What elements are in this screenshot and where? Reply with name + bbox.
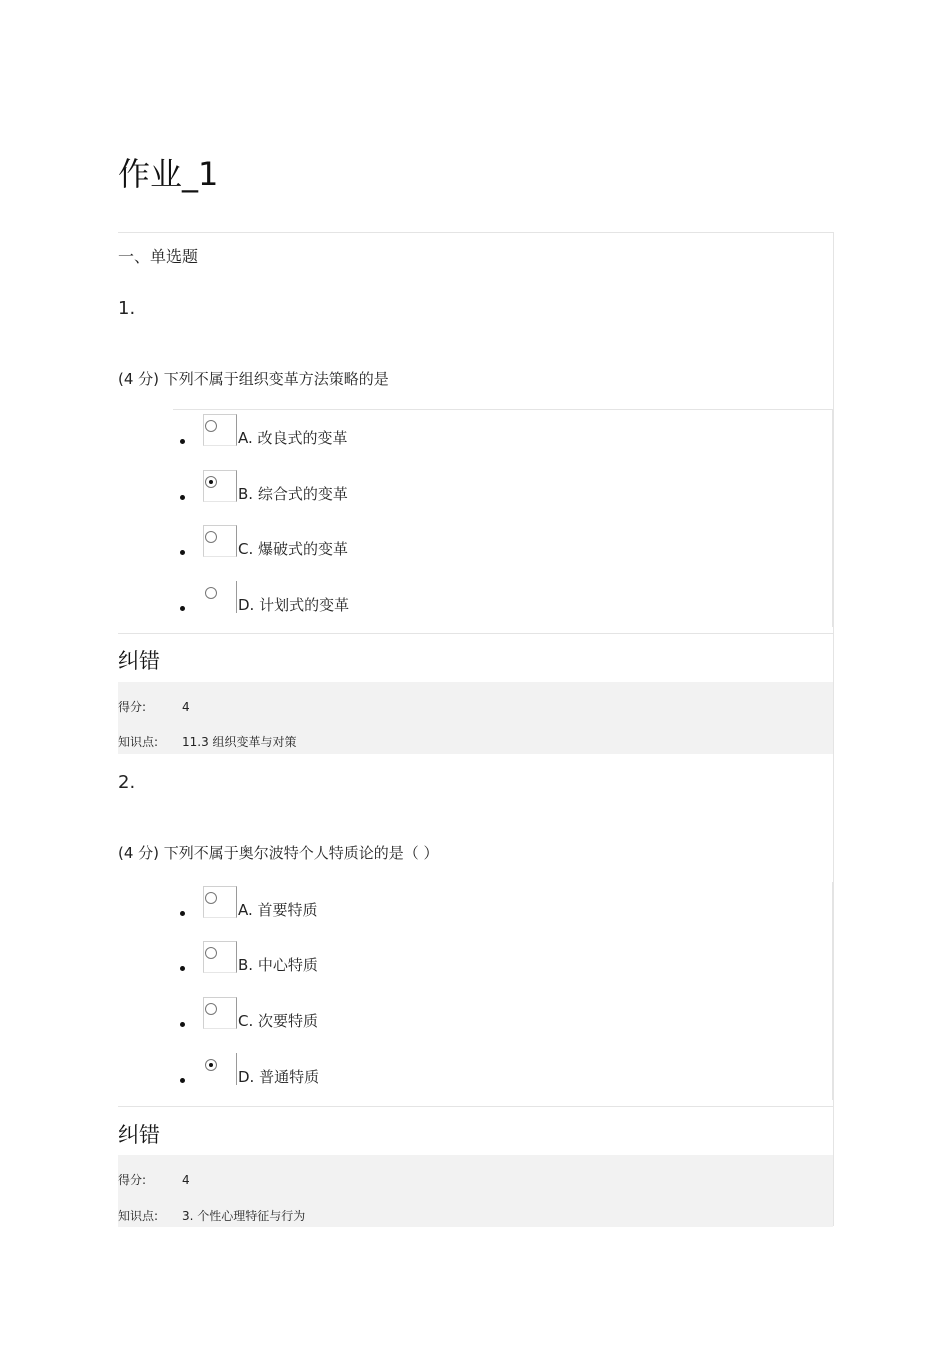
- option-item[interactable]: [173, 414, 813, 454]
- question-number: 2.: [118, 772, 136, 793]
- score-row: [118, 699, 190, 715]
- radio-button-icon[interactable]: [205, 1003, 217, 1015]
- knowledge-row: [118, 1208, 305, 1224]
- radio-button-icon[interactable]: [205, 587, 217, 599]
- score-label: 得分:: [118, 1173, 147, 1187]
- option-label: B. 综合式的变革: [238, 485, 348, 503]
- option-item[interactable]: [173, 470, 813, 510]
- radio-button-icon[interactable]: [205, 947, 217, 959]
- option-item[interactable]: [173, 1053, 813, 1093]
- score-value: 4: [182, 700, 190, 714]
- bullet-icon: [180, 966, 185, 971]
- question-text: (4 分) 下列不属于组织变革方法策略的是: [118, 370, 389, 388]
- frame-right-border: [833, 232, 834, 1226]
- section-heading: 一、单选题: [118, 247, 199, 266]
- score-row: [118, 1172, 190, 1188]
- option-item[interactable]: [173, 886, 813, 926]
- question-number: 1.: [118, 298, 136, 319]
- radio-button-icon[interactable]: [205, 531, 217, 543]
- option-item[interactable]: [173, 581, 813, 621]
- options-group: [173, 409, 833, 627]
- radio-button-checked-icon[interactable]: [205, 1059, 217, 1071]
- result-panel: [118, 1155, 833, 1227]
- bullet-icon: [180, 1078, 185, 1083]
- radio-button-icon[interactable]: [205, 420, 217, 432]
- page-title: 作业_1: [118, 155, 219, 193]
- option-item[interactable]: [173, 941, 813, 981]
- option-label: C. 次要特质: [238, 1012, 319, 1030]
- bullet-icon: [180, 1022, 185, 1027]
- option-label: A. 改良式的变革: [238, 429, 348, 447]
- knowledge-label: 知识点:: [118, 1209, 159, 1223]
- option-item[interactable]: [173, 525, 813, 565]
- radio-button-checked-icon[interactable]: [205, 476, 217, 488]
- correction-link[interactable]: 纠错: [118, 1123, 160, 1147]
- score-value: 4: [182, 1173, 190, 1187]
- knowledge-label: 知识点:: [118, 735, 159, 749]
- correction-link[interactable]: 纠错: [118, 649, 160, 673]
- knowledge-row: [118, 734, 297, 750]
- bullet-icon: [180, 439, 185, 444]
- option-label: C. 爆破式的变革: [238, 540, 349, 558]
- option-item[interactable]: [173, 997, 813, 1037]
- knowledge-value: 3. 个性心理特征与行为: [182, 1209, 306, 1223]
- bullet-icon: [180, 606, 185, 611]
- bullet-icon: [180, 911, 185, 916]
- knowledge-value: 11.3 组织变革与对策: [182, 735, 297, 749]
- result-panel: [118, 682, 833, 754]
- divider: [118, 1106, 834, 1107]
- option-label: D. 计划式的变革: [238, 596, 350, 614]
- radio-button-icon[interactable]: [205, 892, 217, 904]
- option-label: D. 普通特质: [238, 1068, 320, 1086]
- divider: [118, 633, 834, 634]
- bullet-icon: [180, 495, 185, 500]
- bullet-icon: [180, 550, 185, 555]
- frame-top-divider: [118, 232, 834, 233]
- question-text: (4 分) 下列不属于奥尔波特个人特质论的是（ ）: [118, 844, 439, 862]
- option-label: B. 中心特质: [238, 956, 318, 974]
- option-label: A. 首要特质: [238, 901, 318, 919]
- score-label: 得分:: [118, 700, 147, 714]
- options-group: [173, 882, 833, 1100]
